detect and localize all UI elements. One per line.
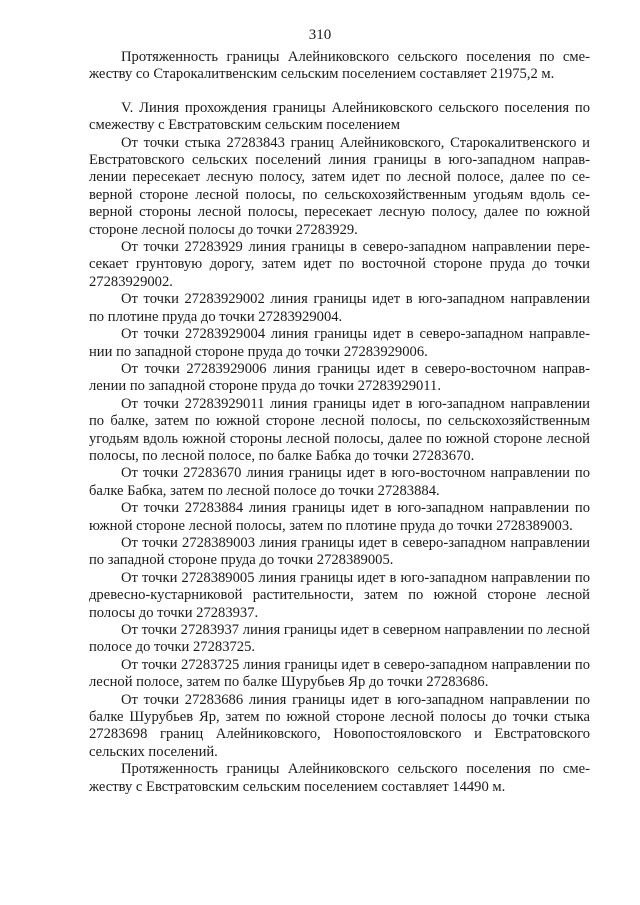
section-gap [89, 84, 590, 100]
boundary-paragraph: От точки 27283725 линия границы идет в северо-западном направлении по лесной полосе, затем по балке Шурубьев Яр до точки 27283686. [89, 656, 590, 691]
summary-paragraph-evstratovskoe: Протяженность границы Алейниковского сельского поселения по смежеству с Евстратовским сельским поселением составляет 14490 м. [89, 761, 590, 795]
boundary-paragraph: От точки 2728389003 линия границы идет в северо-западном направлении по западной стороне пруда до точки 2728389005. [89, 534, 590, 569]
boundary-paragraph: От точки 27283929011 линия границы идет в юго-западном направлении по балке, затем по южной стороне лесной полосы, по сельскохозяйственным угодьям вдоль южной стороны лесной полосы, далее по южной стороне лесной полосы, по лесной полосе, по балке Бабка до точки 27283670. [89, 395, 590, 464]
boundary-paragraph: От точки 27283670 линия границы идет в юго-восточном направлении по балке Бабка, затем по лесной полосе до точки 27283884. [89, 465, 590, 499]
boundary-paragraph: От точки 27283937 линия границы идет в северном направлении по лесной полосе до точки 27283725. [89, 622, 590, 656]
section-heading-v: V. Линия прохождения границы Алейниковского сельского поселения по смежеству с Евстратовским сельским поселением [89, 99, 590, 134]
boundary-paragraph: От точки 27283929002 линия границы идет в юго-западном направлении по плотине пруда до точки 27283929004. [89, 291, 590, 325]
summary-paragraph-starokalitvenskoe: Протяженность границы Алейниковского сельского поселения по смежеству со Старокалитвенским сельским поселением составляет 21975,2 м. [89, 49, 590, 83]
page-number: 310 [308, 27, 332, 43]
boundary-paragraph: От точки 27283929004 линия границы идет в северо-западном направлении по западной стороне пруда до точки 27283929006. [89, 326, 590, 360]
boundary-paragraph: От точки стыка 27283843 границ Алейниковского, Старокалитвенского и Евстратовского сельских поселений линия границы в юго-западном направлении пересекает лесную полосу, затем идет по лесной полосе, далее по северной стороне лесной полосы, по сельскохозяйственным угодьям вдоль северной стороны лесной полосы, пересекает лесную полосу, далее по южной стороне лесной полосы до точки 27283929. [89, 134, 590, 238]
boundary-paragraph: От точки 27283929006 линия границы идет в северо-восточном направлении по западной стороне пруда до точки 27283929011. [89, 360, 590, 395]
boundary-paragraph: От точки 2728389005 линия границы идет в юго-западном направлении по древесно-кустарниковой растительности, затем по южной стороне лесной полосы до точки 27283937. [89, 569, 590, 621]
boundary-paragraph: От точки 27283929 линия границы в северо-западном направлении пересекает грунтовую дорогу, затем идет по восточной стороне пруда до точки 27283929002. [89, 239, 590, 290]
boundary-paragraph: От точки 27283686 линия границы идет в юго-западном направлении по балке Шурубьев Яр, затем по южной стороне лесной полосы до точки стыка 27283698 границ Алейниковского, Новопостояловского и Евстратовского сельских поселений. [89, 691, 590, 760]
document-body [89, 49, 590, 796]
boundary-paragraph: От точки 27283884 линия границы идет в юго-западном направлении по южной стороне лесной полосы, затем по плотине пруда до точки 2728389003. [89, 500, 590, 534]
